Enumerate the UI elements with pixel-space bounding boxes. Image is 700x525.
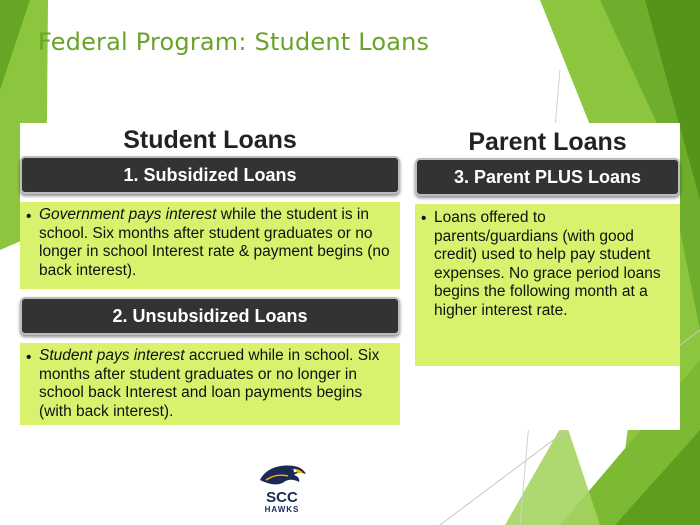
bullet: • [26, 349, 32, 366]
content-panel [20, 123, 680, 430]
unsubsidized-loans-header: 2. Unsubsidized Loans [20, 297, 400, 335]
unsubsidized-description: accrued while in school. Six months after student graduates or no longer in school back Interest and loan payments begins (with back interest). [39, 347, 380, 420]
student-loans-heading: Student Loans [123, 126, 297, 154]
hawk-icon [254, 462, 310, 492]
unsubsidized-emphasis: Student pays interest [39, 347, 185, 364]
slide-title: Federal Program: Student Loans [38, 28, 430, 56]
parent-plus-loans-text: Loans offered to parents/guardians (with good credit) used to help pay student expenses. No grace period loans begins the following month at a higher interest rate. [434, 209, 661, 319]
subsidized-description: while the student is in school. Six months after student graduates or no longer in school Interest rate & payment begins (no back interest). [39, 206, 390, 279]
subsidized-loans-box [20, 202, 400, 289]
parent-plus-loans-box [415, 204, 680, 366]
parent-plus-loans-header: 3. Parent PLUS Loans [415, 158, 680, 196]
bullet: • [421, 210, 427, 227]
parent-loans-heading: Parent Loans [468, 128, 627, 156]
scc-hawks-logo [254, 462, 310, 518]
subsidized-emphasis: Government pays interest [39, 206, 217, 223]
subsidized-loans-header: 1. Subsidized Loans [20, 156, 400, 194]
logo-hawks-text: HAWKS [264, 505, 300, 514]
unsubsidized-loans-box [20, 343, 400, 425]
unsubsidized-loans-text [39, 347, 392, 421]
logo-scc-text: SCC [266, 489, 298, 506]
subsidized-loans-text [39, 206, 392, 280]
bullet: • [26, 208, 32, 225]
